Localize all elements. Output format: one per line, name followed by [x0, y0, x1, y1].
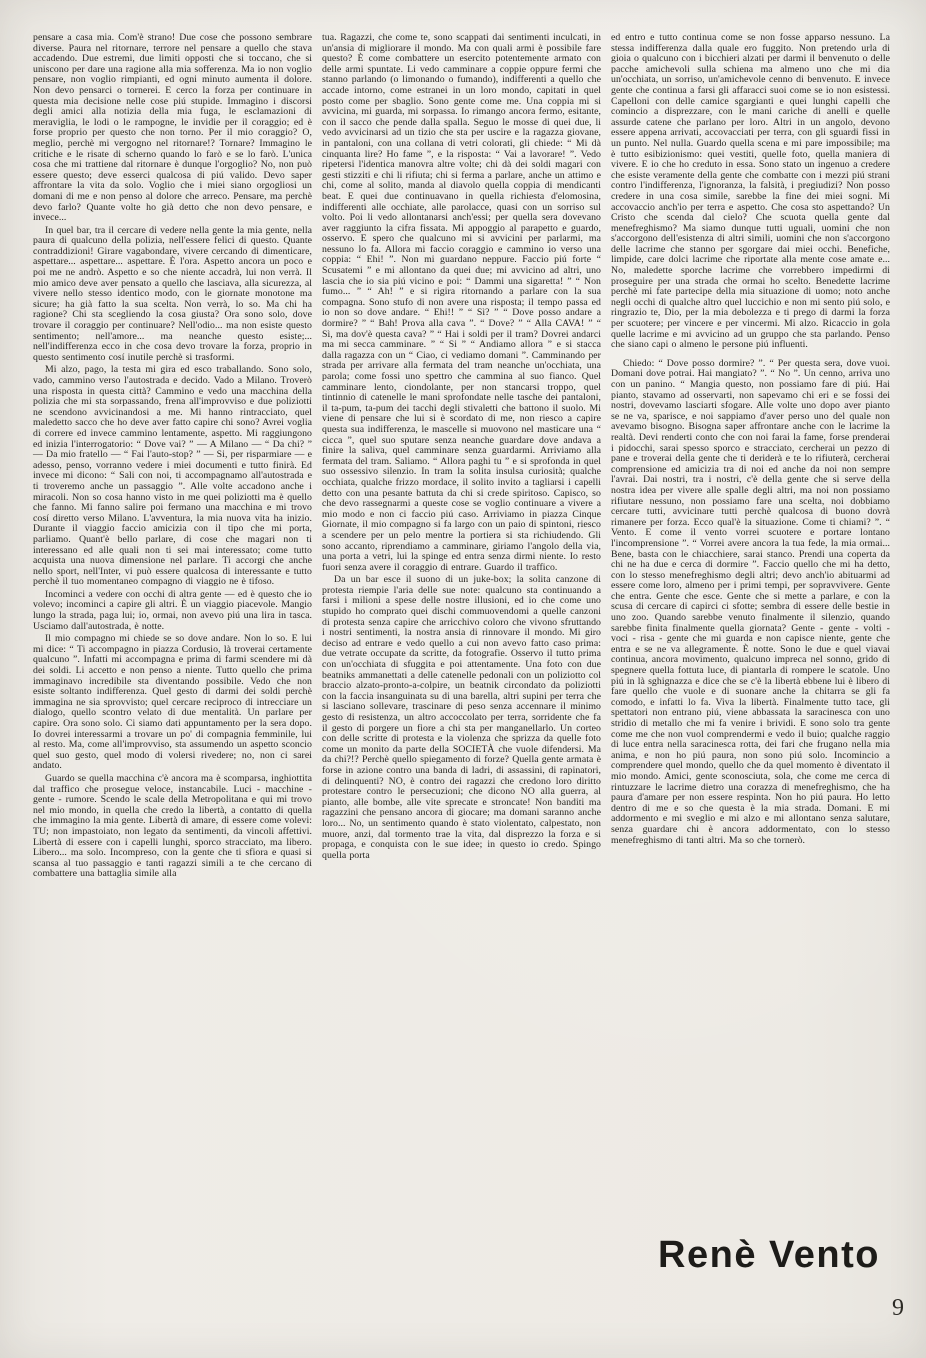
text-columns [33, 33, 890, 880]
paragraph: pensare a casa mia. Com'è strano! Due cose che possono sembrare diverse. Paura nel ritornare, terrore nel pensare a quello che stava accadendo. Due estremi, due limiti opposti che si toccano, che si uniscono per dare una ragione alla mia sofferenza. Ma io non voglio pensare, non voglio rimpianti, ed ogni minuto aumenta il dolore. Non devo pensarci o tornerei. E cerco la forza per continuare in questa mia decisione nelle cose piú stupide. Immagino i discorsi degli amici alla notizia della mia fuga, le esclamazioni di meraviglia, le lodi o le rampogne, le invidie per il coraggio; ed è forse proprio per questo che non torno. Per il mio coraggio? O, meglio, perchè mi vergogno nel ritornare!? Tornare? Immagino le critiche e le risate di scherno quando lo farò e se lo farò. L'unica cosa che mi trattiene dal ritornare è dunque l'orgoglio? No, non può essere questo; deve esserci qualcosa di piú valido. Devo saper affrontare la vita da solo. Voglio che i miei siano orgogliosi un domani di me e non penso al dolore che arreco. Pensare, ma perchè devo farlo? Quante volte ho già detto che non devo pensare, e invece... [33, 32, 312, 224]
paragraph: Guardo se quella macchina c'è ancora ma è scomparsa, inghiottita dal traffico che prosegue veloce, instancabile. Luci - macchine - gente - rumore. Scendo le scale della Metropolitana e qui mi trovo nel mio mondo, in quella che credo la libertà, a contatto di quella che immagino la mia gente. Libertà di amare, di essere come volevi: TU; non impastoiato, non legato da sentimenti, da vincoli affettivi. Libertà di essere con i capelli lunghi, sporco stracciato, ma libero. Libero... ma solo. Incompreso, con la gente che ti sfiora e quasi si scansa al tuo passaggio e tanti ragazzi simili a te che cercano di combattere una battaglia simile alla [33, 772, 312, 880]
paragraph: Incominci a vedere con occhi di altra gente — ed è questo che io volevo; incominci a capire gli altri. È un viaggio piacevole. Mangio lungo la strada, paga lui; io, ormai, non avevo piú una lira in tasca. Usciamo dall'autostrada, è notte. [33, 588, 312, 632]
paragraph: Mi alzo, pago, la testa mi gira ed esco traballando. Sono solo, vado, cammino verso l'autostrada e decido. Vado a Milano. Troverò una risposta in questa città? Cammino e vedo una macchina della polizia che mi sta sorpassando, frena all'improvviso e due poliziotti ne scendono avvicinandosi a me. Mi hanno rintracciato, quel maledetto sacco che ho deve aver fatto capire chi sono? Avrei voglia di correre ed invece cammino lentamente, aspetto. Mi raggiungono ed inizia l'interrogatorio: “ Dove vai? ” — A Milano — “ Da chi? ” — Da mio fratello — “ Fai l'auto-stop? ” — Si, per risparmiare — e adesso, penso, vorranno vedere i miei documenti e tutto finirà. Ed invece mi dicono: “ Sali con noi, ti accompagnamo all'autostrada e ti troveremo anche un passaggio ”. Alle volte accadono anche i miracoli. Non so cosa hanno visto in me quei poliziotti ma è quello che fanno. Mi fanno salire poi fermano una macchina e mi trovo cosí diretto verso Milano. L'avventura, la mia nuova vita ha inizio. Durante il viaggio faccio amicizia con il tipo che mi porta, parliamo. Quant'è bello parlare, di cose che magari non ti interessano ed alle quali non ti sei mai interessato; come tutto acquista una nuova dimensione nel parlare. Ti accorgi che anche nello sport, nell'Inter, vi può essere qualcosa di interessante e tutto perchè il tuo momentaneo compagno di viaggio ne è tifoso. [33, 364, 312, 588]
paragraph: Il mio compagno mi chiede se so dove andare. Non lo so. E lui mi dice: “ Ti accompagno in piazza Cordusio, là troverai certamente qualcuno ”. Infatti mi accompagna e prima di farmi scendere mi dà dei soldi. Li accetto e non penso a niente. Tutto quello che prima immaginavo incredibile sta diventando possibile. Vedo che non esiste soltanto indifferenza. Quel gesto di darmi dei soldi perchè immagina ne sia sprovvisto; quel cercare reciproco di intrecciare un dialogo, quello scontro velato di due mentalità. Un parlare per capire. Ora sono solo. Ci siamo dati appuntamento per la sera dopo. Io dovrei interessarmi a trovare un po' di compagnia femminile, lui al resto. Ma, come all'improvviso, sta assumendo un aspetto sconcio quel suo gesto, quel modo di volersi rivedere; no, non ci sarei andato. [33, 633, 312, 772]
text-column-2 [322, 33, 601, 880]
text-column-1 [33, 33, 312, 880]
page-number: 9 [892, 1295, 904, 1321]
paragraph: tua. Ragazzi, che come te, sono scappati dai sentimenti inculcati, in un'ansia di migliorare il mondo. Ma con quali armi è possibile fare questo? È come combattere un esercito potentemente armato con delle armi spuntate. Li vedo camminare a coppie oppure fermi che stanno parlando (o limonando o fumando), indifferenti a quello che accade intorno, come estranei in un loro mondo, capitati in quel posto come per sbaglio. Sono gente come me. Una coppia mi si avvicina, mi guarda, mi sorpassa. Io rimango ancora fermo, esitante, con il sacco che pende dalla spalla. Seguo le mosse di quei due, li vedo avvicinarsi ad un tizio che sta per uscire e la ragazza giovane, in pantaloni, con una collana di vetri colorati, gli chiede: “ Mi dà cinquanta lire? Ho fame ”, e la risposta: “ Vai a lavorare! ”. Vedo ripetersi l'identica manovra altre volte; chi dà dei soldi magari con gesti stizziti e chi li rifiuta; chi si ferma a parlare, anche un attimo e chi, come al solito, manda al diavolo quella coppia di mendicanti beat. E quei due continuavano in quella richiesta d'elomosina, indifferenti alle occhiate, alle parolacce, quasi con un sorriso sul volto. Poi li vedo allontanarsi anch'essi; per quella sera dovevano aver raggiunto la cifra fissata. Mi appoggio al parapetto e guardo, osservo. E spero che qualcuno mi si avvicini per parlarmi, ma nessuno lo fa. Allora mi faccio coraggio e cammino io verso una coppia: “ Ehi! ”. Non mi guardano neppure. Faccio piú forte “ Scusatemi ” e mi allontano da quei due; mi avvicino ad altri, uno lascia che io sia piú vicino e poi: “ Dammi una sigaretta! ” “ Non fumo... ” “ Ah! ” e si rigira ritornando a parlare con la sua compagna. Sono stufo di non avere una risposta; il tempo passa ed io non so dove andare. “ Ehi!! ” “ Sì? ” “ Dove posso andare a dormire? ” “ Bah! Prova alla cava ”. “ Dove? ” “ Alla CAVA! ” “ Sì, ma dov'è questa cava? ” “ Hai i soldi per il tram? Dovrei andarci ma mi secca camminare. ” “ Si ” “ Andiamo allora ” e si stacca dalla ragazza con un “ Ciao, ci vediamo domani ”. Camminando per strada per arrivare alla fermata del tram neanche un'occhiata, una parola; come fossi uno spettro che cammina al suo fianco. Quel camminare lento, ciondolante, per non stancarsi troppo, quel tintinnio di catenelle le mani sprofondate nelle tasche dei pantaloni, il ta-pum, ta-pum dei tacchi degli stivaletti che battono il suolo. Mi viene di pensare che lui si è scordato di me, non riesco a capire questa sua indifferenza, le mascelle si muovono nel masticare una “ cicca ”, quel suo sputare senza neanche guardare dove andava a finire la saliva, quel camminare senza guardarmi. Arriviamo alla fermata del tram. Saliamo. “ Allora paghi tu ” e si sprofonda in quel suo ossessivo silenzio. In tram la solita insulsa curiosità; qualche occhiata, qualche frizzo mordace, il solito invito a tagliarsi i capelli detto con una pesante battuta da chi si crede spiritoso. Capisco, so che devo rassegnarmi a queste cose se voglio continuare a vivere a mio modo e non ci faccio piú caso. Arriviamo in piazza Cinque Giornate, il mio compagno si fa largo con un paio di spintoni, riesco a scendere per un pelo mentre la portiera si sta richiudendo. Gli sono accanto, riprendiamo a camminare, giriamo l'angolo della via, una porta a vetri, lui la spinge ed entra senza dirmi niente. Io resto fuori senza avere il coraggio di entrare. Guardo il traffico. [322, 32, 601, 573]
text-column-3 [611, 33, 890, 880]
paragraph: ed entro e tutto continua come se non fosse apparso nessuno. La stessa indifferenza dalla quale ero fuggito. Non pretendo urla di gioia o qualcuno con i bicchieri alzati per darmi il benvenuto o delle pacche amichevoli sulla schiena ma almeno uno che mi dia un'occhiata, un sorriso, un'amichevole cenno di benvenuto. E invece gente che continua a farsi gli affaracci suoi come se io non esistessi. Capelloni con delle camice sgargianti e quei lunghi capelli che comincio a disprezzare, con le mani cariche di anelli e quelle assurde catene che parlano per loro. Altri in un angolo, devono essere appena arrivati, accovacciati per terra, con gli sguardi fissi in un punto. Nel nulla. Guardo quella scena e mi pare impossibile; ma è tutto esibizionismo: quei vestiti, quelle foto, quella maniera di vivere. E io che ho creduto in essa. Sono stato un ingenuo a credere che esiste veramente della gente che combatte con i mezzi piú strani contro l'indifferenza, l'ignoranza, la falsità, i pregiudizi? Non posso credere in una cosa simile, sarebbe la fine dei miei sogni. Mi accovaccio anch'io per terra e aspetto. Che cosa sto aspettando? Un Cristo che scenda dal cielo? Che scuota quella gente dal menefreghismo? Ma siamo dunque tutti uguali, uomini che non s'accorgono dell'esistenza di altri simili, uomini che non s'accorgono delle lacrime che stanno per sgorgare dai miei occhi. Benefiche, limpide, care dolci lacrime che riportate alla mente cose amate e... No, maledette sporche lacrime che vorrebbero impedirmi di proseguire per una strada che ormai ho scelto. Benedette lacrime perchè mi fate partecipe della mia situazione di uomo; noto anche negli occhi di qualche altro quel luccichio e non mi sento piú solo, e ringrazio te, Dio, per la mia debolezza e ti prego di darmi la forza per scuotere; per vincere e per vincermi. Mi alzo. Ricaccio in gola quelle lacrime e mi avvicino ad un gruppo che sta parlando. Penso che siano capi o almeno le persone piú influenti. [611, 32, 890, 351]
paragraph: In quel bar, tra il cercare di vedere nella gente la mia gente, nella paura di qualcuno della polizia, nell'essere felici di questo. Quante contraddizioni! Girare vagabondare, vivere cercando di dimenticare, aspettare... aspettare... aspettare. È l'ora. Aspetto ancora un poco e poi me ne andrò. Aspetto e so che niente accadrà, lui non verrà. Il mio amico deve aver pensato a quello che lasciava, alla sicurezza, al vivere nello stesso identico modo, con le giornate monotone ma sicure; ha già fatto la sua scelta. Non verrà, lo so. Ma chi ha ragione? Chi sta scegliendo la cosa giusta? Ora sono solo, dove trovare il coraggio per continuare? Nell'odio... ma non esiste questo sentimento; nell'amore... ma neanche questo esiste;... nell'indifferenza ecco in che cosa devo trovare la forza, proprio in questo sentimento cosí inutile perchè si trasformi. [33, 224, 312, 363]
paragraph: Chiedo: “ Dove posso dormire? ”. “ Per questa sera, dove vuoi. Domani dove potrai. Hai mangiato? ”. “ No ”. Un cenno, arriva uno con un panino. “ Mangia questo, non possiamo fare di piú. Hai pianto, stavamo ad osservarti, non sapevamo chi eri e se fossi dei nostri, dovevamo lasciarti sfogare. Alle volte uno dopo aver pianto se ne va, sparisce, e noi sappiamo d'aver perso uno del quale non avevamo bisogno. Bisogna saper affrontare anche con le lacrime la realtà. Devi renderti conto che con noi farai la fame, forse prenderai i pidocchi, sarai spesso sporco e stracciato, cercherai un pezzo di pane e troverai della gente che ti deriderà e te lo rifiuterà, cercherai comprensione ed amicizia tra di noi ed anche da noi non sempre l'avrai. Dai nostri, tra i nostri, c'è della gente che si serve della nostra idea per vivere alle spalle degli altri, ma noi non possiamo rifiutare nessuno, non possiamo fare una scelta, noi dobbiamo cercare tutti, avvicinare tutti perchè qualcosa di buono dovrà rimanere per forza. Ecco qual'è la situazione. Come ti chiami? ”. “ Vento. E come il vento vorrei scuotere e portare lontano l'incomprensione ”. “ Vorrei avere ancora la tua fede, la mia ormai... Bene, basta con le chiacchiere, sarai stanco. Prendi una coperta da chi ne ha due e cerca di dormire ”. Faccio quello che mi ha detto, con lo stesso menefreghismo degli altri; devo anch'io abituarmi ad essere come loro, almeno per i primi tempi, per sopravvivere. Gente che entra. Gente che esce. Gente che si mette a parlare, e con la scusa di cercare di capirci ci sfotte; sembra di essere delle bestie in uno zoo. Quando sarebbe venuto finalmente il silenzio, quando sarebbe finita finalmente quella giornata? Gente - gente - volti - voci - risa - gente che mi guarda e non capisce niente, gente che entra e se ne va allegramente. È notte. Sono le due e quel viavai continua, ancora movimento, qualcuno impreca nel sonno, grido di spegnere quella fottuta luce, di piantarla di rompere le scatole. Uno piú in là sghignazza e dice che se c'è la libertà ebbene lui è libero di fare quello che vuole e di suonare anche la chitarra se gli fa comodo, e infatti lo fa. Viva la libertà. Finalmente tutto tace, gli spettatori non entrano piú, viene abbassata la saracinesca con uno stridìo di metallo che mi fa venire i brividi. E sono solo tra gente come me che non vuol comprendermi e vedo il buio; qualche raggio di luce entra nella saracinesca rotta, dei fari che frugano nella mia anima, e non ho piú paura, non sono piú solo. Incomincio a comprendere quel mondo, quello che da quel momento è diventato il mio mondo. Amici, gente sconosciuta, sola, che come me cerca di rintuzzare le lacrime dietro una corazza di menefreghismo, che ha paura d'amare per non essere respinta. Non ho piú paura. Ho letto dentro di me e so che questa è la mia strada. Domani. E mi addormento e mi sveglio e mi alzo e mi allontano senza salutare, senza guardare chi è ancora addormentato, con lo stesso menefreghismo di tanti altri. Ma so che tornerò. [611, 357, 890, 846]
author-signature: Renè Vento [658, 1234, 880, 1276]
paragraph: Da un bar esce il suono di un juke-box; la solita canzone di protesta riempie l'aria delle sue note: qualcuno sta continuando a farsi i milioni a spese delle nostre illusioni, ed io che come uno stupido ho comprato quei dischi commuovendomi a quelle canzoni di protesta senza capire che arricchivo coloro che vivono sfruttando i nostri sentimenti, la nostra ansia di rinnovare il mondo. Mi giro deciso ad entrare e vedo quello a cui non avevo fatto caso prima: due vetrate occupate da scritte, da fotografie. Osservo il tutto prima con un'occhiata di sfuggita e poi attentamente. Una foto con due beatniks ammanettati a delle catenelle pedonali con un poliziotto col braccio alzato-pronto-a-colpire, un beatnik circondato da poliziotti con la faccia insanguinata su di una barella, altri supini per terra che si lasciano sollevare, trascinare di peso senza accennare il minimo gesto di resistenza, un altro accoccolato per terra, sorridente che fa il gesto di porgere un fiore a chi sta per manganellarlo. Un corteo con delle scritte di protesta e la violenza che sprizza da quelle foto come un monito da parte della SOCIETÀ che vuole difendersi. Ma da chi?!? Perchè quello spiegamento di forze? Quella gente armata è forse in azione contro una banda di ladri, di assassini, di rapinatori, di delinquenti? NO, è contro dei ragazzi che credono loro diritto protestare contro le persecuzioni; che dicono NO alla guerra, al pianto, alle bombe, alle vite sprecate e stroncate! Non banditi ma ragazzini che pensano ancora di giocare; ma domani saranno anche loro... No, un sentimento quando è stato violentato, calpestato, non muore, anzi, dal tormento trae la vita, dal disprezzo la forza e si propaga, e conquista con le sue idee; in questo io credo. Spingo quella porta [322, 574, 601, 861]
